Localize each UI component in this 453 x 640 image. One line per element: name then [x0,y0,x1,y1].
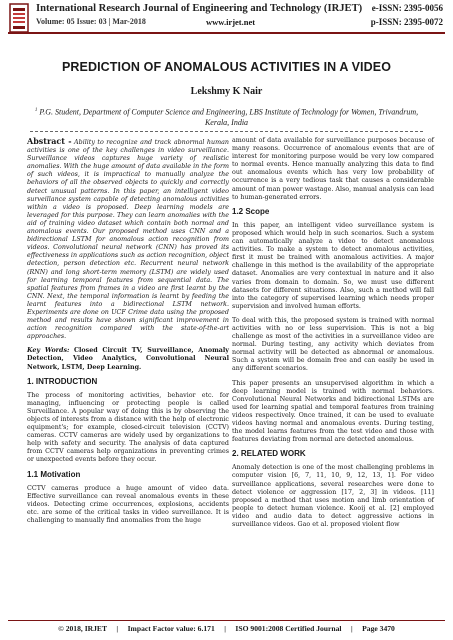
affiliation-marker: 1 [34,108,38,113]
author-name: Lekshmy K Nair [190,86,263,97]
scope-paragraph-3: This paper presents an unsupervised algorithm in which a deep learning model is trained with normal behaviors. Convolutional Neural Networks and bidirectional LSTMs are used for learning spatial and temporal features from training videos respectively. Once trained, it can be used to evaluate videos having normal and anomalous events. During testing, the model learns features from the test video and those with features deviating from normal are detected anomalous. [232,379,434,444]
keywords-text: Closed Circuit TV, Surveillance, Anomaly Detection, Video Analytics, Convolutional Neural Network, LSTM, Deep Learning. [27,347,229,371]
page-footer: © 2018, IRJET | Impact Factor value: 6.171 | ISO 9001:2008 Certified Journal | Page 3470 [58,624,395,633]
footer-rule [8,620,445,621]
left-column [27,137,229,531]
section-heading-scope: 1.2 Scope [232,206,270,216]
p-issn: p-ISSN: 2395-0072 [370,17,443,27]
affiliation-text: P.G. Student, Department of Computer Science and Engineering, LBS Institute of Technology for Women, Trivandrum, Kerala, India [39,107,419,128]
separator-rule [30,131,423,132]
volume-issue: Volume: 05 Issue: 03 | Mar-2018 [36,17,146,26]
introduction-paragraph: The process of monitoring activities, behavior etc. for managing, influencing or protecting people is called Surveillance. A popular way of doing this is by observing the objects of interests from a distance with the help of electronic equipment's; for example, closed-circuit television (CCTV) cameras. CCTV cameras are widely used by organizations to help with safety and security. The analysis of data captured from CCTV cameras help organizations in preventing crimes or unexpected events before they occur. [27,391,229,464]
paper-title: PREDICTION OF ANOMALOUS ACTIVITIES IN A VIDEO [61,60,392,74]
header-rule [8,32,445,34]
section-heading-related-work: 2. RELATED WORK [232,449,306,459]
abstract [27,137,229,341]
journal-website: www.irjet.net [206,17,256,27]
e-issn: e-ISSN: 2395-0056 [371,3,443,13]
journal-header [0,0,453,40]
keywords-label: Key Words: [27,347,70,355]
irjet-logo-icon [8,2,30,34]
section-heading-introduction: 1. INTRODUCTION [27,376,98,386]
scope-paragraph-1: In this paper, an intelligent video surveillance system is proposed which would help in such scenarios. Such a system can automatically analyze a video to detect anomalous activities. To make a system to detect anomalous activities, first it must be trained with anomalous activities. A major challenge in this method is the availability of the appropriate dataset. Anomalies are very contextual in nature and it also varies from domain to domain. So, we must use different datasets for different situations. Also, such a method will fall into the category of supervised learning which needs proper supervision and involved human efforts. [232,221,434,310]
section-heading-motivation: 1.1 Motivation [27,469,81,479]
right-column [232,137,434,535]
keywords [27,347,229,371]
author-affiliation [30,106,423,129]
journal-title: International Research Journal of Engineering and Technology (IRJET) [36,3,363,14]
abstract-text: Ability to recognize and track abnormal human activities is one of the key challenges in video surveillance. Surveillance videos captures huge variety of realistic anomalies. With the huge amount of data available in the form of such videos, it is impractical to manually analyze the behaviors of all the observed objects to quickly and correctly detect unusual patterns. In this paper, an intelligent video surveillance system capable of detecting anomalous activities within a video is proposed. Deep learning models are leveraged for this purpose. They can learn anomalies with the aid of training video dataset which contain both normal and anomalous events. Our proposed method uses CNN and a bidirectional LSTM for anomalous action recognition from videos. Convolutional neural network (CNN) has proved its effectiveness in applications such as action recognition, object detection, person detection etc. Recurrent neural network (RNN) and long short-term memory (LSTM) are widely used for learning temporal features from sequential data. The spatial features from frames in a video are first learnt by the CNN. Next, the temporal information is learnt by feeding the learnt features into a bidirectional LSTM network. Experiments are done on UCF Crime data using the proposed method and results have shown significant improvement in action recognition compared with the state-of-the-art approaches. [27,139,229,341]
motivation-continued-paragraph: amount of data available for surveillance purposes because of many reasons. Occurrence of anomalous events that are of interest for monitoring purpose would be very low compared to normal events. Hence manually analyzing this data to find out anomalous events which has very low probability of occurrence is a very tedious task that causes a considerable amount of man power wastage. Also, manual analysis can lead to human-generated errors. [232,137,434,201]
motivation-paragraph: CCTV cameras produce a huge amount of video data. Effective surveillance can reveal anomalous events in these videos. Detecting crime occurrences, explosions, accidents etc. are some of the critical tasks in video surveillance. It is challenging to manually find anomalies from the huge [27,484,229,525]
abstract-label: Abstract - [27,136,72,146]
related-work-paragraph: Anomaly detection is one of the most challenging problems in computer vision [6, 7, 11, 10, 9, 12, 13, 1]. For video surveillance applications, several researches were done to detect violence or aggression [17, 2, 3] in videos. [11] proposed a method that uses motion and limb orientation of people to detect human violence. Kooij et al. [2] employed video and audio data to detect aggressive actions in surveillance videos. Gao et al. proposed violent flow [232,464,434,529]
scope-paragraph-2: To deal with this, the proposed system is trained with normal activities with no or less supervision. This is not a big challenge as most of the activities in a surveillance video are normal. During testing, any activity which deviates from normal activity will be detected as abnormal or anomalous. Such a system will be domain free and can easily be used in any different scenarios. [232,316,434,373]
